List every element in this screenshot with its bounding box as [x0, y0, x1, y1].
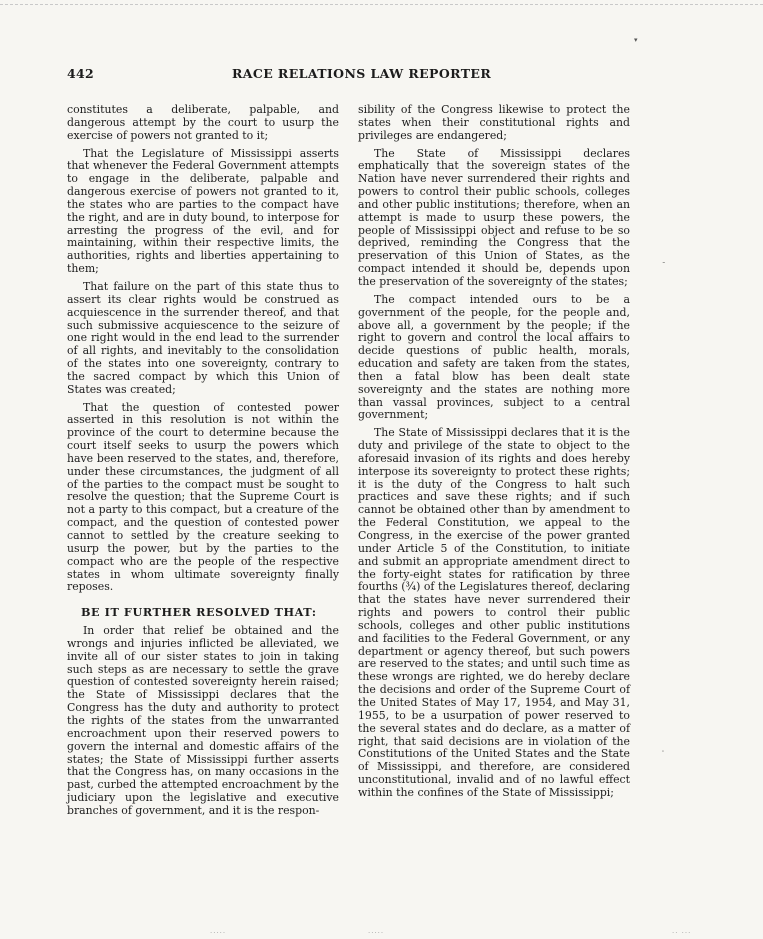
paragraph: That the Legislature of Mississippi asserts that whenever the Federal Government attempts to engage in the deliberate, palpable and dangerous exercise of powers not granted to it, the states who are parties to the compact have the right, and are in duty bound, to interpose for arresting the progress of the evil, and for maintaining, within their respective limits, the authorities, rights and liberties appertaining to them;	[67, 146, 339, 276]
paragraph: That the question of contested power asserted in this resolution is not within the province of the court to determine because the court itself seeks to usurp the powers which have been reserved to the states, and, therefore, under these circumstances, the judgment of all of the parties to the compact must be sought to resolve the question; that the Supreme Court is not a party to this compact, but a creature of the compact, and the question of contested power cannot to settled by the creature seeking to usurp the power, but by the parties to the compact who are the people of the respective states in whom ultimate sovereignty finally reposes.	[67, 400, 339, 594]
page-number: 442	[67, 66, 94, 81]
paragraph: The compact intended ours to be a government of the people, for the people and, above all, a government by the people; if the right to govern and control the local affairs to decide questions of public health, morals, education and safety are taken from the states, then a fatal blow has been dealt state sovereignty and the states are nothing more than vassal provinces, subject to a central government;	[358, 292, 630, 422]
paragraph: In order that relief be obtained and the wrongs and injuries inflicted be alleviated, we invite all of our sister states to join in taking such steps as are necessary to settle the grave question of contested sovereignty herein raised; the State of Mississippi declares that the Congress has the duty and authority to protect the rights of the states from the unwarranted encroachment upon their reserved powers to govern the internal and domestic affairs of the states; the State of Mississippi further asserts that the Congress has, on many occasions in the past, curbed the attempted encroachment by the judiciary upon the legislative and executive branches of government, and it is the respon-	[67, 624, 339, 817]
paragraph: The State of Mississippi declares emphatically that the sovereign states of the Nation have never surrendered their rights and powers to control their public schools, colleges and other public institutions; therefore, when an attempt is made to usurp these powers, the people of Mississippi object and refuse to be so deprived, reminding the Congress that the preservation of this Union of States, as the compact intended it should be, depends upon the preservation of the sovereignty of the states;	[358, 146, 630, 288]
scan-speck: ˘	[662, 262, 666, 270]
left-column	[67, 104, 339, 823]
paragraph: constitutes a deliberate, palpable, and dangerous attempt by the court to usurp the exercise of powers not granted to it;	[67, 103, 339, 142]
scan-artifact: ·· ···	[672, 929, 692, 937]
scan-artifact: ·····	[210, 929, 227, 937]
section-heading: BE IT FURTHER RESOLVED THAT:	[81, 605, 317, 620]
page-header	[67, 66, 637, 82]
running-head: RACE RELATIONS LAW REPORTER	[232, 66, 492, 81]
page-top-edge	[0, 4, 763, 5]
scan-speck: ▾	[634, 36, 638, 44]
scan-speck: ˌ	[662, 745, 664, 753]
paragraph: The State of Mississippi declares that it is the duty and privilege of the state to object to the aforesaid invasion of its rights and does hereby interpose its sovereignty to protect these rights; it is the duty of the Congress to halt such practices and save these rights; and if such cannot be obtained other than by amendment to the Federal Constitution, we appeal to the Congress, in the exercise of the power granted under Article 5 of the Constitution, to initiate and submit an appropriate amendment direct to the forty-eight states for ratification by three fourths (¾) of the Legislatures thereof, declaring that the states have never surrendered their rights and powers to control their public schools, colleges and other public institutions and facilities to the Federal Government, or any department or agency thereof, but such powers are reserved to the states; and until such time as these wrongs are righted, we do hereby declare the decisions and order of the Supreme Court of the United States of May 17, 1954, and May 31, 1955, to be a usurpation of power reserved to the several states and do declare, as a matter of right, that said decisions are in violation of the Constitutions of the United States and the State of Mississippi, and therefore, are considered unconstitutional, invalid and of no lawful effect within the confines of the State of Mississippi;	[358, 426, 630, 799]
right-column	[358, 104, 630, 805]
paragraph: That failure on the part of this state thus to assert its clear rights would be construed as acquiescence in the surrender thereof, and that such submissive acquiescence to the seizure of one right would in the end lead to the surrender of all rights, and inevitably to the consolidation of the states into one sovereignty, contrary to the sacred compact by which this Union of States was created;	[67, 279, 339, 396]
paragraph: sibility of the Congress likewise to protect the states when their constitutional rights and privileges are endangered;	[358, 103, 630, 142]
scan-artifact: ·····	[368, 929, 385, 937]
